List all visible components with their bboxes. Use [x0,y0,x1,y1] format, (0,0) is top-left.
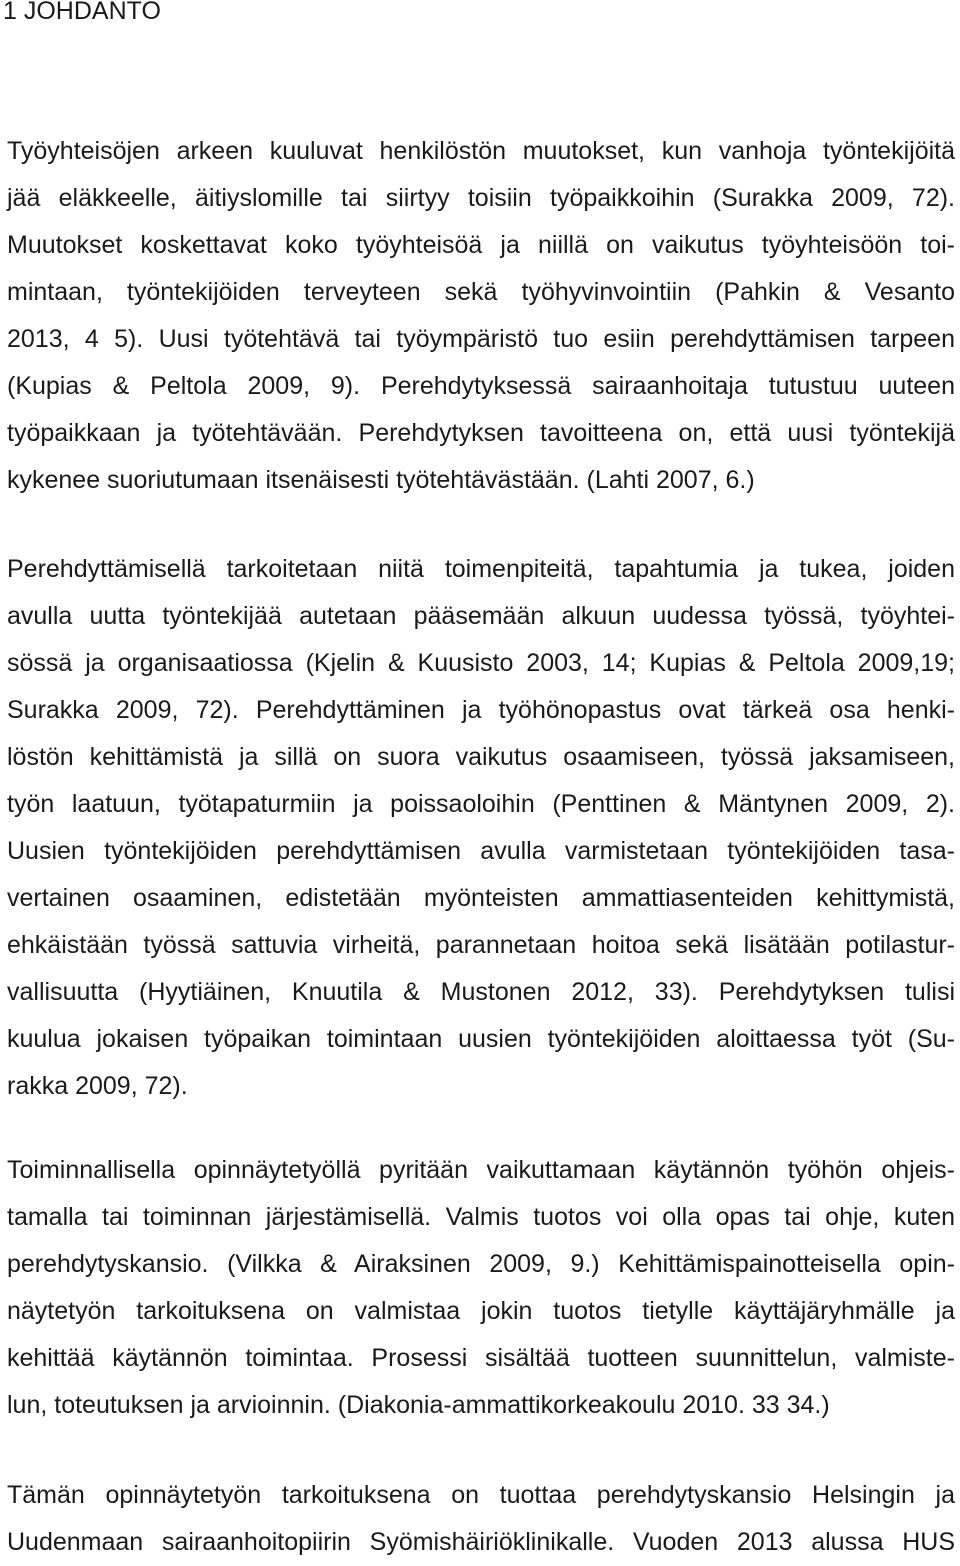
text-line: Surakka 2009, 72). Perehdyttäminen ja työhönopastus ovat tärkeä osa henki- [7,696,955,724]
text-line: vallisuutta (Hyytiäinen, Knuutila & Mustonen 2012, 33). Perehdytyksen tulisi [7,978,955,1006]
text-line: tamalla tai toiminnan järjestämisellä. Valmis tuotos voi olla opas tai ohje, kuten [7,1203,955,1231]
text-line: sössä ja organisaatiossa (Kjelin & Kuusisto 2003, 14; Kupias & Peltola 2009,19; [7,649,955,677]
text-line: kehittää käytännön toimintaa. Prosessi sisältää tuotteen suunnittelun, valmiste- [7,1344,955,1372]
text-line: kykenee suoriutumaan itsenäisesti työtehtävästään. (Lahti 2007, 6.) [7,466,755,494]
text-line: Muutokset koskettavat koko työyhteisöä ja niillä on vaikutus työyhteisöön toi- [7,231,955,259]
text-line: lun, toteutuksen ja arvioinnin. (Diakonia-ammattikorkeakoulu 2010. 33 34.) [7,1391,830,1419]
text-line: Tämän opinnäytetyön tarkoituksena on tuottaa perehdytyskansio Helsingin ja [7,1481,955,1509]
text-line: vertainen osaaminen, edistetään myönteisten ammattiasenteiden kehittymistä, [7,884,955,912]
text-line: työpaikkaan ja työtehtävään. Perehdytyksen tavoitteena on, että uusi työntekijä [7,419,955,447]
text-line: mintaan, työntekijöiden terveyteen sekä työhyvinvointiin (Pahkin & Vesanto [7,278,955,306]
chapter-heading: 1 JOHDANTO [3,0,161,25]
text-line: jää eläkkeelle, äitiyslomille tai siirtyy toisiin työpaikkoihin (Surakka 2009, 72). [7,184,955,212]
text-line: (Kupias & Peltola 2009, 9). Perehdytyksessä sairaanhoitaja tutustuu uuteen [7,372,955,400]
text-line: Uusien työntekijöiden perehdyttämisen avulla varmistetaan työntekijöiden tasa- [7,837,955,865]
text-line: Uudenmaan sairaanhoitopiirin Syömishäiriöklinikalle. Vuoden 2013 alussa HUS [7,1528,955,1556]
text-line: kuulua jokaisen työpaikan toimintaan uusien työntekijöiden aloittaessa työt (Su- [7,1025,955,1053]
text-line: Työyhteisöjen arkeen kuuluvat henkilöstön muutokset, kun vanhoja työntekijöitä [7,137,955,165]
paragraph-1 [7,128,955,504]
text-line: ehkäistään työssä sattuvia virheitä, parannetaan hoitoa sekä lisätään potilastur- [7,931,955,959]
text-line: Toiminnallisella opinnäytetyöllä pyritään vaikuttamaan käytännön työhön ohjeis- [7,1156,955,1184]
text-line: työn laatuun, työtapaturmiin ja poissaoloihin (Penttinen & Mäntynen 2009, 2). [7,790,955,818]
text-line: rakka 2009, 72). [7,1072,188,1100]
text-line: 2013, 4 5). Uusi työtehtävä tai työympäristö tuo esiin perehdyttämisen tarpeen [7,325,955,353]
paragraph-3 [7,1147,955,1429]
text-line: avulla uutta työntekijää autetaan pääsemään alkuun uudessa työssä, työyhtei- [7,602,955,630]
text-line: perehdytyskansio. (Vilkka & Airaksinen 2009, 9.) Kehittämispainotteisella opin- [7,1250,955,1278]
paragraph-2 [7,546,955,1110]
text-line: Perehdyttämisellä tarkoitetaan niitä toimenpiteitä, tapahtumia ja tukea, joiden [7,555,955,583]
text-line: löstön kehittämistä ja sillä on suora vaikutus osaamiseen, työssä jaksamiseen, [7,743,955,771]
text-line: näytetyön tarkoituksena on valmistaa jokin tuotos tietylle käyttäjäryhmälle ja [7,1297,955,1325]
paragraph-4 [7,1472,955,1566]
